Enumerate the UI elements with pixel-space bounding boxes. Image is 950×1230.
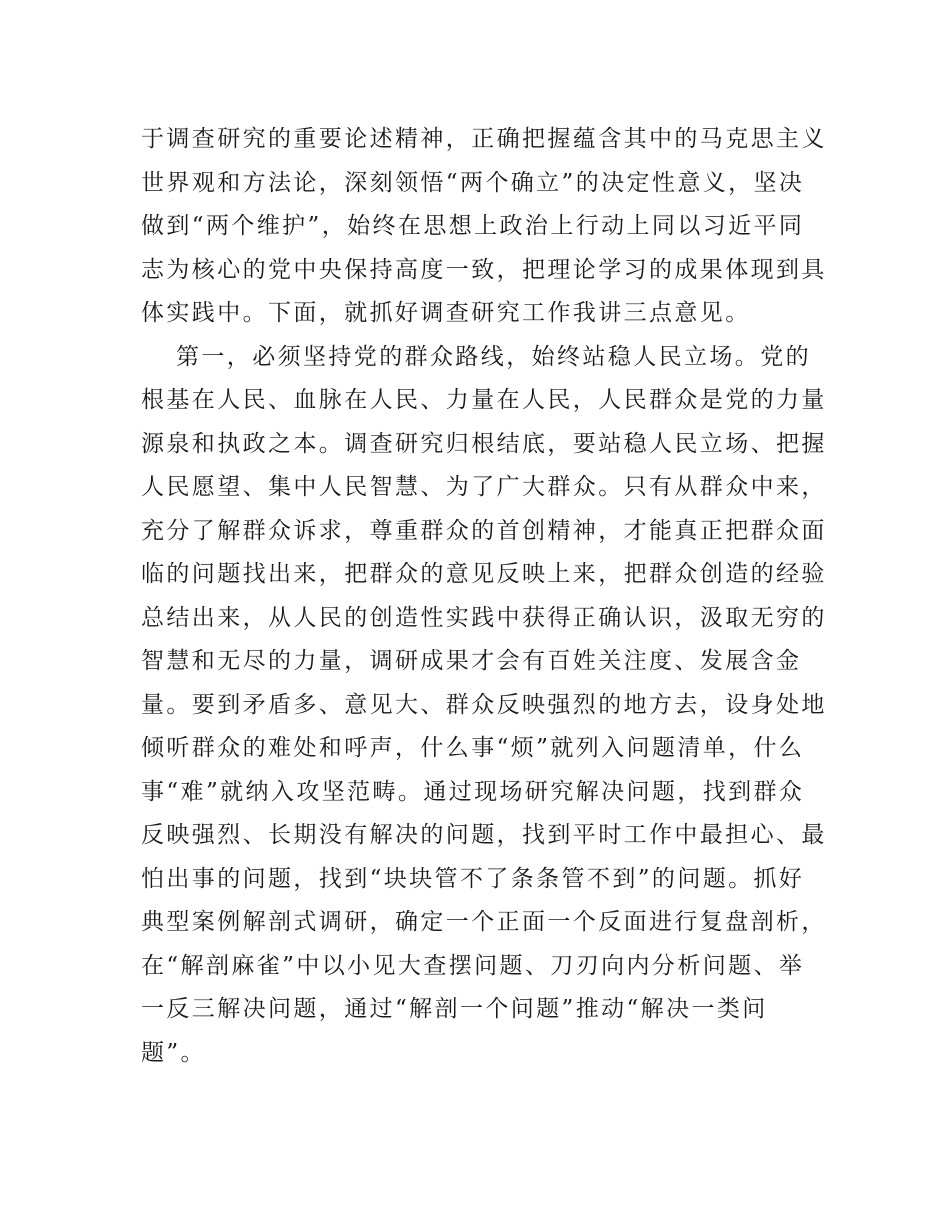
- paragraph-line: 于调查研究的重要论述精神，正确把握蕴含其中的马克思主义: [141, 126, 827, 152]
- paragraph-line: 总结出来，从人民的创造性实践中获得正确认识，汲取无穷的: [141, 604, 827, 631]
- paragraph-line: 源泉和执政之本。调查研究归根结底，要站稳人民立场、把握: [141, 430, 827, 457]
- paragraph-line: 临的问题找出来，把群众的意见反映上来，把群众创造的经验: [141, 561, 827, 587]
- paragraph-line: 典型案例解剖式调研，确定一个正面一个反面进行复盘剖析，: [141, 909, 827, 935]
- paragraph-line: 事“难”就纳入攻坚范畴。通过现场研究解决问题，找到群众: [141, 778, 805, 805]
- paragraph-line: 充分了解群众诉求，尊重群众的首创精神，才能真正把群众面: [141, 517, 827, 544]
- paragraph-line: 倾听群众的难处和呼声，什么事“烦”就列入问题清单，什么: [141, 735, 805, 761]
- paragraph-line: 根基在人民、血脉在人民、力量在人民，人民群众是党的力量: [141, 387, 827, 413]
- paragraph-line: 题”。: [141, 1039, 206, 1066]
- paragraph-line: 一反三解决问题，通过“解剖一个问题”推动“解决一类问: [141, 996, 768, 1022]
- paragraph-line: 志为核心的党中央保持高度一致，把理论学习的成果体现到具: [141, 256, 827, 283]
- paragraph-line: 量。要到矛盾多、意见大、群众反映强烈的地方去，设身处地: [141, 691, 827, 718]
- paragraph-2: [141, 336, 827, 1076]
- paragraph-line: 世界观和方法论，深刻领悟“两个确立”的决定性意义，坚决: [141, 169, 805, 196]
- paragraph-line: 第一，必须坚持党的群众路线，始终站稳人民立场。党的: [176, 343, 811, 370]
- document-body: [141, 118, 827, 1075]
- paragraph-line: 人民愿望、集中人民智慧、为了广大群众。只有从群众中来，: [141, 474, 827, 500]
- paragraph-line: 智慧和无尽的力量，调研成果才会有百姓关注度、发展含金: [141, 648, 802, 674]
- paragraph-line: 在“解剖麻雀”中以小见大查摆问题、刀刃向内分析问题、举: [141, 952, 805, 979]
- paragraph-line: 反映强烈、长期没有解决的问题，找到平时工作中最担心、最: [141, 822, 827, 848]
- paragraph-line: 怕出事的问题，找到“块块管不了条条管不到”的问题。抓好: [141, 865, 805, 892]
- paragraph-line: 体实践中。下面，就抓好调查研究工作我讲三点意见。: [141, 300, 751, 326]
- paragraph-1: [141, 118, 827, 336]
- paragraph-line: 做到“两个维护”，始终在思想上政治上行动上同以习近平同: [141, 213, 805, 239]
